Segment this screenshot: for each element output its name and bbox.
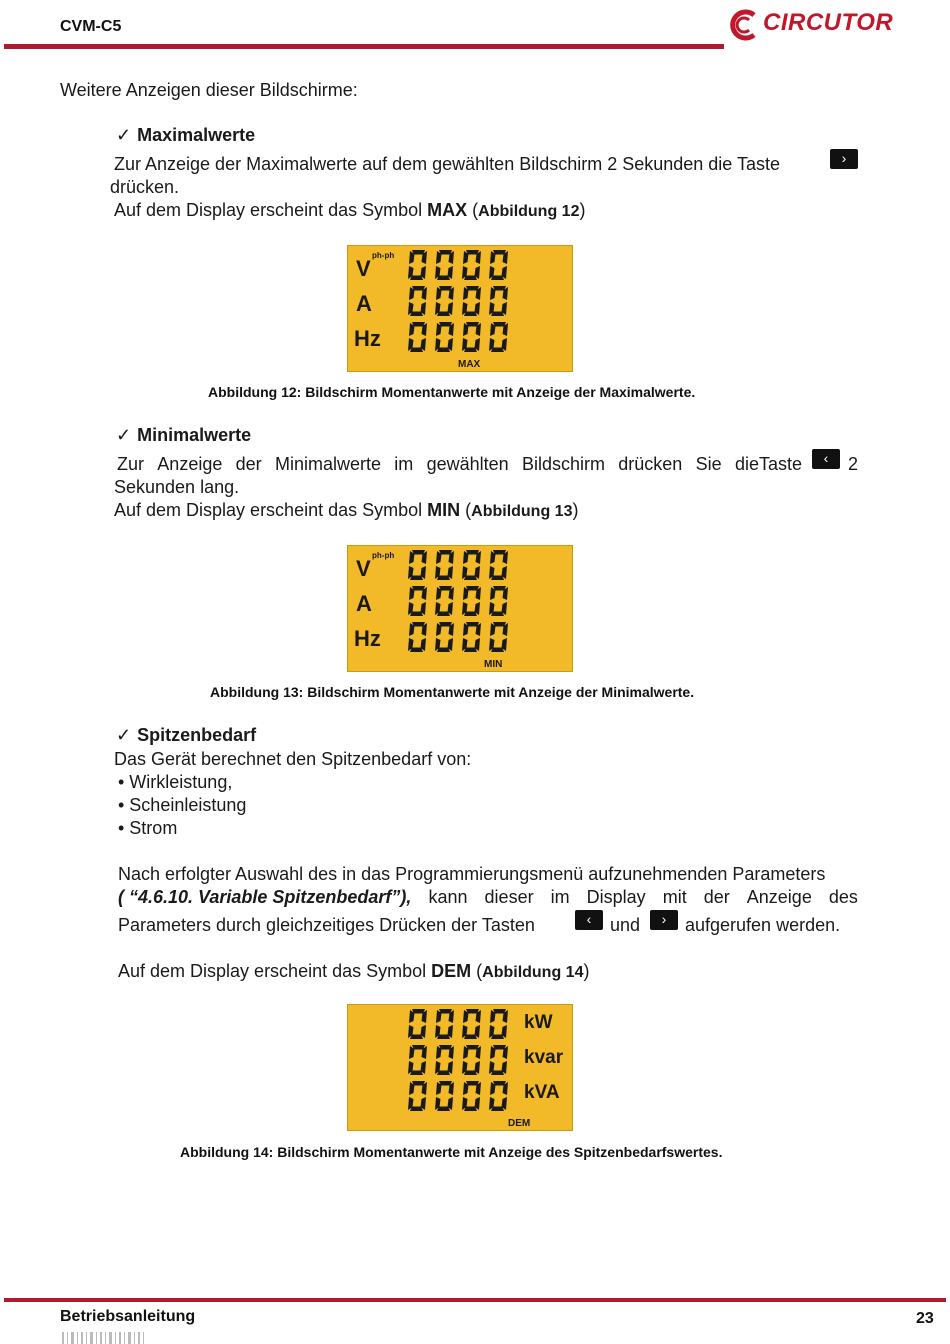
unit-kvar: kvar: [524, 1047, 564, 1068]
heading-spitzenbedarf: [116, 725, 256, 746]
label-a: A: [356, 591, 372, 616]
bullet-wirkleistung: • Wirkleistung,: [118, 772, 233, 792]
word: Anzeige: [746, 887, 812, 907]
page-number: 23: [916, 1310, 934, 1327]
word: Zur: [117, 454, 144, 474]
caption-fig14: Abbildung 14: Bildschirm Momentanwerte mit Anzeige des Spitzenbedarfswertes.: [180, 1144, 723, 1160]
label-v: V: [356, 256, 371, 281]
label-ph-ph: ph-ph: [372, 551, 395, 560]
word: kann: [428, 887, 468, 907]
lcd-display-fig14: [347, 1004, 573, 1131]
max-line-2: drücken.: [110, 177, 180, 197]
symbol-min-indicator: MIN: [484, 659, 503, 670]
check-icon: ✓: [116, 125, 132, 145]
label-v: V: [356, 556, 371, 581]
symbol-max-indicator: MAX: [458, 359, 481, 370]
figure-ref: Abbildung 14: [482, 964, 584, 981]
text: Auf dem Display erscheint das Symbol: [114, 200, 428, 220]
word: im: [550, 887, 570, 907]
lcd-background: [348, 546, 572, 671]
dem-intro: Das Gerät berechnet den Spitzenbedarf von:: [114, 749, 472, 769]
max-line-3: [114, 199, 585, 223]
bullet-scheinleistung: • Scheinleistung: [118, 795, 247, 815]
intro-text: Weitere Anzeigen dieser Bildschirme:: [60, 80, 358, 100]
word: dieser: [484, 887, 534, 907]
word: im: [394, 454, 414, 474]
caption-fig12: Abbildung 12: Bildschirm Momentanwerte mit Anzeige der Maximalwerte.: [208, 384, 696, 400]
text: (: [471, 961, 483, 981]
footer-manual-label: Betriebsanleitung: [60, 1308, 196, 1325]
min-line-1: [117, 453, 802, 475]
text: Auf dem Display erscheint das Symbol: [118, 961, 432, 981]
barcode-strip: [62, 1328, 152, 1344]
min-line-2: Sekunden lang.: [114, 477, 240, 497]
min-line-1-end: 2: [848, 454, 859, 474]
word: drücken: [618, 454, 683, 474]
lcd-svg: [348, 546, 572, 671]
word: der: [703, 887, 730, 907]
figure-ref: Abbildung 13: [471, 503, 573, 520]
label-a: A: [356, 291, 372, 316]
word: mit: [662, 887, 687, 907]
word: Sie: [695, 454, 722, 474]
text: (: [460, 500, 472, 520]
lcd-svg: [348, 246, 572, 371]
text: (: [467, 200, 479, 220]
heading-text: Minimalwerte: [137, 425, 252, 445]
unit-kva: kVA: [524, 1082, 560, 1103]
word: Minimalwerte: [274, 454, 381, 474]
dem-para-line-2: [118, 886, 858, 908]
label-hz: Hz: [354, 626, 381, 651]
heading-minimalwerte: [116, 425, 251, 446]
text: ): [579, 200, 586, 220]
symbol-max: MAX: [427, 200, 468, 220]
left-arrow-key-icon: ‹: [812, 449, 840, 469]
text: ): [572, 500, 579, 520]
word: des: [828, 887, 858, 907]
lcd-display-fig12: [347, 245, 573, 372]
min-line-3: [114, 499, 578, 523]
lcd-svg: [348, 1005, 572, 1130]
left-arrow-key-icon: ‹: [575, 910, 603, 930]
word: Display: [586, 887, 646, 907]
check-icon: ✓: [116, 425, 132, 445]
dem-para-line-3a: Parameters durch gleichzeitiges Drücken der Tasten: [118, 915, 535, 935]
word: der: [235, 454, 262, 474]
circutor-logo-icon: [727, 8, 761, 42]
heading-maximalwerte: [116, 125, 255, 146]
lcd-display-fig13: [347, 545, 573, 672]
text: Auf dem Display erscheint das Symbol: [114, 500, 428, 520]
dem-para-line-1: Nach erfolgter Auswahl des in das Programmierungsmenü aufzunehmenden Parameters: [118, 864, 826, 884]
symbol-dem-indicator: DEM: [508, 1118, 531, 1129]
brand-logo: [727, 6, 907, 46]
word: dieTaste: [734, 454, 802, 474]
footer-rule: [4, 1298, 946, 1302]
label-ph-ph: ph-ph: [372, 251, 395, 260]
word: Anzeige: [157, 454, 223, 474]
dem-para-line-3b: aufgerufen werden.: [685, 915, 841, 935]
heading-text: Maximalwerte: [137, 125, 256, 145]
label-hz: Hz: [354, 326, 381, 351]
text: ): [583, 961, 590, 981]
dem-para-und: und: [610, 915, 641, 935]
word: Bildschirm: [521, 454, 605, 474]
symbol-dem: DEM: [431, 961, 472, 981]
header-rule: [4, 44, 724, 49]
document-title: CVM-C5: [60, 18, 122, 35]
dem-symbol-line: [118, 960, 589, 984]
unit-kw: kW: [524, 1012, 553, 1033]
max-line-1: Zur Anzeige der Maximalwerte auf dem gewählten Bildschirm 2 Sekunden die Taste: [114, 154, 781, 174]
caption-fig13: Abbildung 13: Bildschirm Momentanwerte mit Anzeige der Minimalwerte.: [210, 684, 695, 700]
brand-name: CIRCUTOR: [763, 9, 894, 36]
check-icon: ✓: [116, 725, 132, 745]
right-arrow-key-icon: ›: [830, 149, 858, 169]
symbol-min: MIN: [427, 500, 461, 520]
bullet-strom: • Strom: [118, 818, 178, 838]
figure-ref: Abbildung 12: [478, 203, 580, 220]
section-ref: ( “4.6.10. Variable Spitzenbedarf”),: [118, 887, 412, 907]
lcd-background: [348, 246, 572, 371]
heading-text: Spitzenbedarf: [137, 725, 257, 745]
right-arrow-key-icon: ›: [650, 910, 678, 930]
word: gewählten: [426, 454, 509, 474]
